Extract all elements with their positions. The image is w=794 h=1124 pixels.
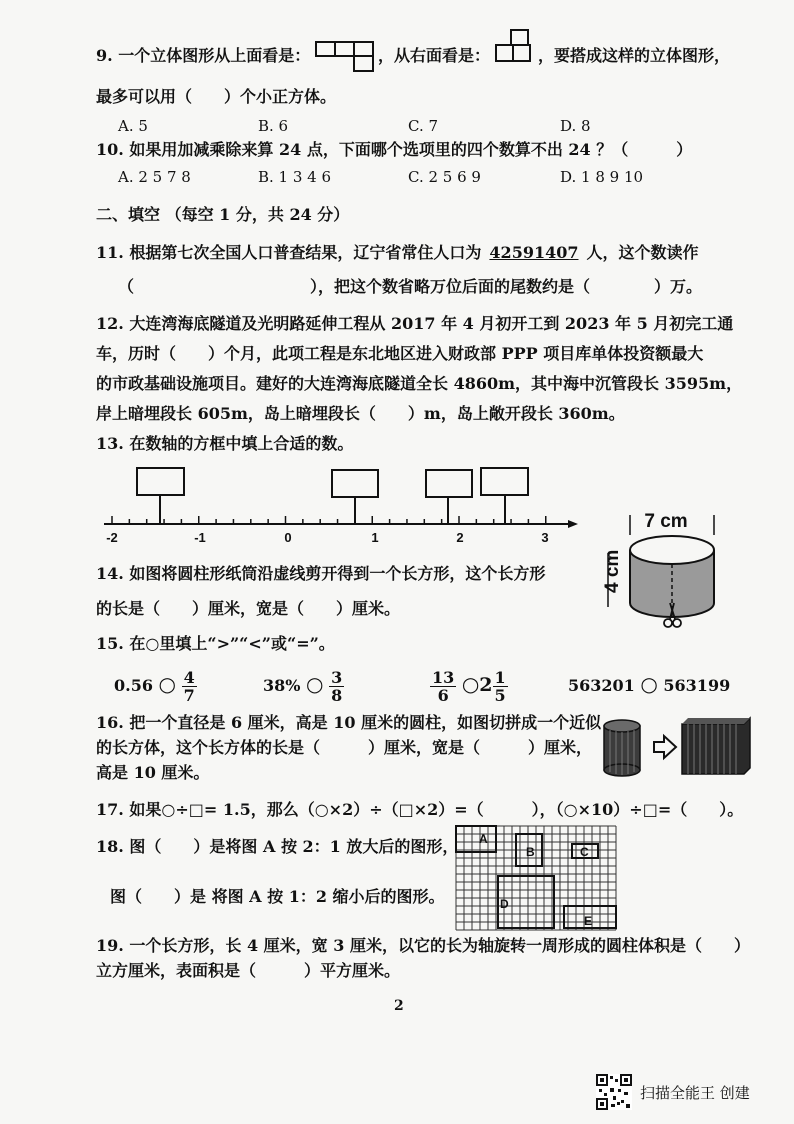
- q9-text-c: ，要搭成这样的立体图形，: [538, 46, 731, 65]
- q15-text: 15. 在○里填上“>”“<”或“=”。: [96, 634, 335, 653]
- q10-option-d: D. 1 8 9 10: [560, 168, 644, 186]
- q9-text-b: ，从右面看是：: [378, 46, 491, 65]
- compare-circle[interactable]: ○: [306, 672, 324, 696]
- q11-pre: 11. 根据第七次全国人口普查结果，辽宁省常住人口为: [96, 243, 482, 262]
- q12-line4: 岸上暗埋段长 605m，岛上暗埋段长（ ）m，岛上敞开段长 360m。: [96, 404, 625, 423]
- q13-text: 13. 在数轴的方框中填上合适的数。: [96, 434, 354, 453]
- q10-option-a: A. 2 5 7 8: [118, 168, 191, 186]
- q11-line2: （ ），把这个数省略万位后面的尾数约是（ ）万。: [118, 277, 703, 296]
- number-line: [100, 466, 580, 546]
- q15-b-left: 38%: [263, 676, 301, 695]
- q14-line1: 14. 如图将圆柱形纸筒沿虚线剪开得到一个长方形，这个长方形: [96, 564, 546, 583]
- fraction: $\frac{3}{8}$: [331, 668, 343, 705]
- q16-line1: 16. 把一个直径是 6 厘米，高是 10 厘米的圆柱，如图切拼成一个近似: [96, 713, 602, 732]
- q18-line1: 18. 图（ ）是将图 A 按 2：1 放大后的图形，: [96, 837, 459, 856]
- q11-number: 42591407: [489, 243, 579, 262]
- compare-circle[interactable]: ○: [461, 672, 480, 696]
- height-label: 4 cm: [602, 549, 623, 593]
- fraction: $\frac{1}{5}$: [494, 668, 506, 705]
- section-heading: [96, 204, 349, 226]
- width-label: 7 cm: [644, 511, 688, 532]
- q16-line2: 的长方体，这个长方体的长是（ ）厘米，宽是（ ）厘米，: [96, 738, 593, 757]
- figure-label: A: [479, 832, 488, 846]
- q9-option-b: B. 6: [258, 117, 289, 135]
- q12-line1: 12. 大连湾海底隧道及光明路延伸工程从 2017 年 4 月初开工到 2023 年 5 月初完工通: [96, 314, 734, 333]
- q9-option-c: C. 7: [408, 117, 439, 135]
- mixed-whole: 2: [479, 674, 493, 696]
- fraction: $\frac{4}{7}$: [183, 668, 195, 705]
- q9-line2: 最多可以用（ ）个小正方体。: [96, 87, 337, 106]
- right-view-figure: [496, 28, 536, 72]
- q19-line2: 立方厘米，表面积是（ ）平方厘米。: [96, 961, 401, 980]
- section-note: （每空 1 分，共 24 分）: [165, 205, 350, 224]
- tick-label: -2: [106, 530, 118, 545]
- scale-grid-figure: [456, 826, 622, 934]
- tick-label: 1: [371, 530, 379, 545]
- tick-label: 2: [456, 530, 464, 545]
- number-line-box-4: [481, 468, 528, 495]
- top-view-figure: [316, 40, 376, 74]
- figure-label: E: [584, 914, 593, 928]
- q15-item-d: [568, 664, 730, 706]
- q10-option-c: C. 2 5 6 9: [408, 168, 481, 186]
- compare-circle[interactable]: ○: [158, 672, 176, 696]
- q9-option-d: D. 8: [560, 117, 591, 135]
- tick-label: -1: [194, 530, 206, 545]
- q9-line1: [96, 45, 310, 67]
- created-label: 创建: [719, 1084, 750, 1102]
- q10-option-b: B. 1 3 4 6: [258, 168, 332, 186]
- q15-a-left: 0.56: [114, 676, 153, 695]
- q12-line3: 的市政基础设施项目。建好的大连湾海底隧道全长 4860m，其中海中沉管段长 3595m，: [96, 374, 743, 393]
- q15-d-left: 563201: [568, 676, 635, 695]
- q16-line3: 高是 10 厘米。: [96, 763, 210, 782]
- q14-line2: 的长是（ ）厘米，宽是（ ）厘米。: [96, 599, 401, 618]
- cylinder-figure: [604, 505, 724, 635]
- q15-item-b: [263, 664, 344, 706]
- q19-line1: 19. 一个长方形，长 4 厘米，宽 3 厘米，以它的长为轴旋转一周形成的圆柱体积是（ ）: [96, 936, 750, 955]
- q11-post: 人，这个数读作: [586, 243, 699, 262]
- q15-d-right: 563199: [663, 676, 731, 695]
- page-number: 2: [394, 998, 404, 1014]
- fraction: $\frac{13}{6}$: [432, 668, 455, 705]
- q9-text-a: 9. 一个立体图形从上面看是：: [96, 46, 311, 65]
- q12-line2: 车，历时（ ）个月，此项工程是东北地区进入财政部 PPP 项目库单体投资额最大: [96, 344, 704, 363]
- footer-credit: [640, 1082, 750, 1104]
- q10-text: 10. 如果用加减乘除来算 24 点，下面哪个选项里的四个数算不出 24 ？（ ）: [96, 140, 693, 159]
- figure-label: B: [526, 845, 535, 859]
- section-title: 二、填空: [96, 205, 161, 224]
- cylinder-to-cuboid-figure: [602, 716, 752, 778]
- q15-item-c: [430, 664, 508, 706]
- q9-option-a: A. 5: [118, 117, 148, 135]
- figure-label: D: [500, 897, 509, 911]
- qr-code-icon: [596, 1074, 632, 1110]
- q11-line1: [96, 242, 699, 264]
- number-line-box-1: [137, 468, 184, 495]
- scanner-name: 扫描全能王: [640, 1084, 716, 1102]
- number-line-box-3: [426, 470, 472, 497]
- tick-label: 3: [541, 530, 549, 545]
- figure-label: C: [580, 845, 589, 859]
- number-line-box-2: [332, 470, 378, 497]
- q15-item-a: [114, 664, 197, 706]
- arrow-right-icon: [654, 736, 676, 758]
- tick-label: 0: [284, 530, 292, 545]
- compare-circle[interactable]: ○: [640, 672, 658, 696]
- q17-text: 17. 如果○÷□= 1.5，那么（○×2）÷（□×2）=（ ），（○×10）÷□=（ ）。: [96, 800, 744, 819]
- q18-line2: 图（ ）是 将图 A 按 1：2 缩小后的图形。: [110, 887, 445, 906]
